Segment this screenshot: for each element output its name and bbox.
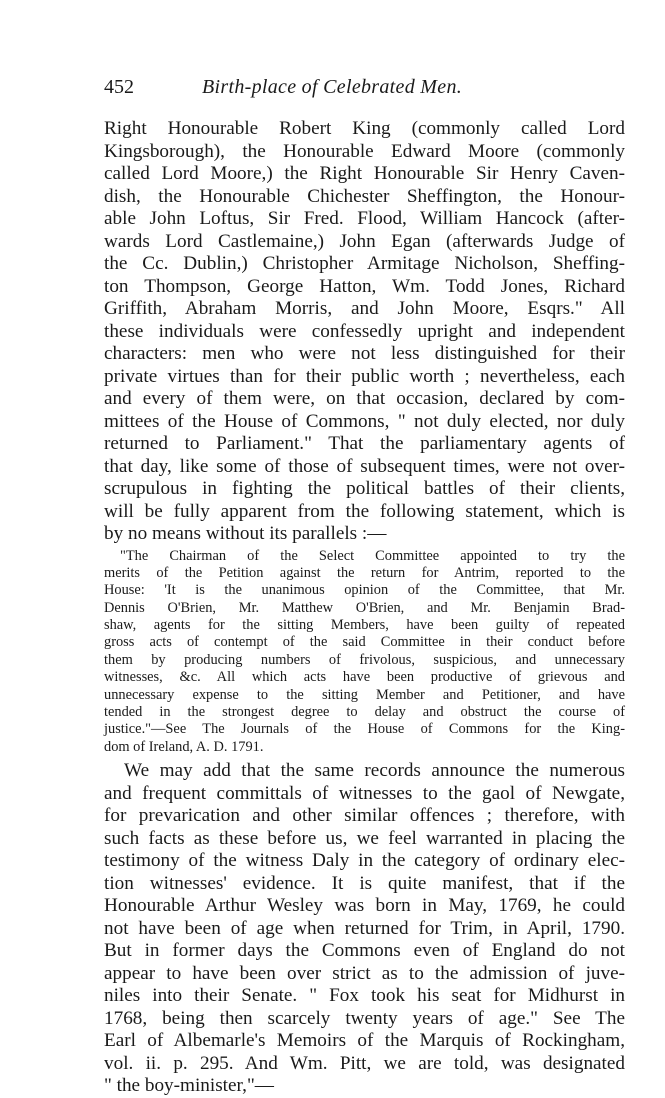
quote-line: dom of Ireland, A. D. 1791. — [104, 738, 264, 755]
quote-line: House: 'It is the unanimous opinion of the Committee, that Mr. — [104, 582, 625, 599]
text-line: tion witnesses' evidence. It is quite manifest, that if the — [104, 872, 625, 894]
text-line: ton Thompson, George Hatton, Wm. Todd Jones, Richard — [104, 275, 625, 297]
running-title: Birth-place of Celebrated Men. — [202, 76, 463, 98]
text-line: Kingsborough), the Honourable Edward Moore (commonly — [104, 140, 625, 162]
text-line: " the boy-minister,"— — [104, 1075, 274, 1097]
text-line: called Lord Moore,) the Right Honourable Sir Henry Caven- — [104, 163, 625, 184]
text-line: that day, like some of those of subsequent times, were not over- — [104, 455, 625, 477]
text-line: such facts as these before us, we feel warranted in placing the — [104, 827, 625, 849]
page-header — [104, 76, 625, 106]
paragraph-2 — [104, 760, 625, 1098]
text-line: private virtues than for their public worth ; nevertheless, each — [104, 365, 625, 387]
paragraph-1 — [104, 118, 625, 546]
quote-line: gross acts of contempt of the said Committee in their conduct before — [104, 634, 625, 651]
text-line: We may add that the same records announce the numerous — [124, 760, 625, 782]
text-line: wards Lord Castlemaine,) John Egan (afterwards Judge of — [104, 230, 625, 252]
text-line: dish, the Honourable Chichester Sheffington, the Honour- — [104, 185, 625, 207]
quote-line: Dennis O'Brien, Mr. Matthew O'Brien, and Mr. Benjamin Brad- — [104, 599, 625, 616]
text-line: vol. ii. p. 295. And Wm. Pitt, we are told, was designated — [104, 1052, 625, 1074]
text-line: But in former days the Commons even of England do not — [104, 940, 625, 962]
quote-line: unnecessary expense to the sitting Member and Petitioner, and have — [104, 686, 625, 703]
quote-line: merits of the Petition against the return for Antrim, reported to the — [104, 564, 625, 581]
text-line: characters: men who were not less distinguished for their — [104, 343, 625, 364]
quote-line: tended in the strongest degree to delay and obstruct the course of — [104, 704, 625, 721]
text-line: these individuals were confessedly upright and independent — [104, 320, 625, 342]
text-line: appear to have been over strict as to the admission of juve- — [104, 962, 625, 984]
text-line: by no means without its parallels :— — [104, 523, 387, 544]
text-line: and every of them were, on that occasion, declared by com- — [104, 388, 625, 409]
text-line: will be fully apparent from the following statement, which is — [104, 500, 625, 522]
text-line: testimony of the witness Daly in the category of ordinary elec- — [104, 850, 625, 872]
text-line: able John Loftus, Sir Fred. Flood, William Hancock (after- — [104, 208, 625, 229]
text-line: returned to Parliament." That the parliamentary agents of — [104, 433, 625, 454]
text-line: Right Honourable Robert King (commonly called Lord — [104, 118, 625, 139]
quote-line: "The Chairman of the Select Committee appointed to try the — [120, 547, 625, 564]
text-line: not have been of age when returned for Trim, in April, 1790. — [104, 917, 625, 939]
text-line: scrupulous in fighting the political battles of their clients, — [104, 478, 625, 499]
block-quote — [104, 548, 625, 757]
text-line: niles into their Senate. " Fox took his seat for Midhurst in — [104, 985, 625, 1007]
text-line: Earl of Albemarle's Memoirs of the Marquis of Rockingham, — [104, 1030, 625, 1052]
text-line: Griffith, Abraham Morris, and John Moore, Esqrs." All — [104, 298, 625, 319]
text-line: Honourable Arthur Wesley was born in May, 1769, he could — [104, 895, 625, 917]
text-line: mittees of the House of Commons, " not duly elected, nor duly — [104, 410, 625, 432]
text-line: and frequent committals of witnesses to the gaol of Newgate, — [104, 782, 625, 804]
quote-line: shaw, agents for the sitting Members, have been guilty of repeated — [104, 617, 625, 634]
text-line: 1768, being then scarcely twenty years of age." See The — [104, 1007, 625, 1029]
quote-line: witnesses, &c. All which acts have been productive of grievous and — [104, 669, 625, 686]
quote-line: them by producing numbers of frivolous, suspicious, and unnecessary — [104, 651, 625, 668]
text-line: for prevarication and other similar offences ; therefore, with — [104, 805, 625, 827]
page-number: 452 — [104, 76, 134, 98]
text-line: the Cc. Dublin,) Christopher Armitage Nicholson, Sheffing- — [104, 253, 625, 274]
quote-line: justice."—See The Journals of the House of Commons for the King- — [104, 721, 625, 738]
